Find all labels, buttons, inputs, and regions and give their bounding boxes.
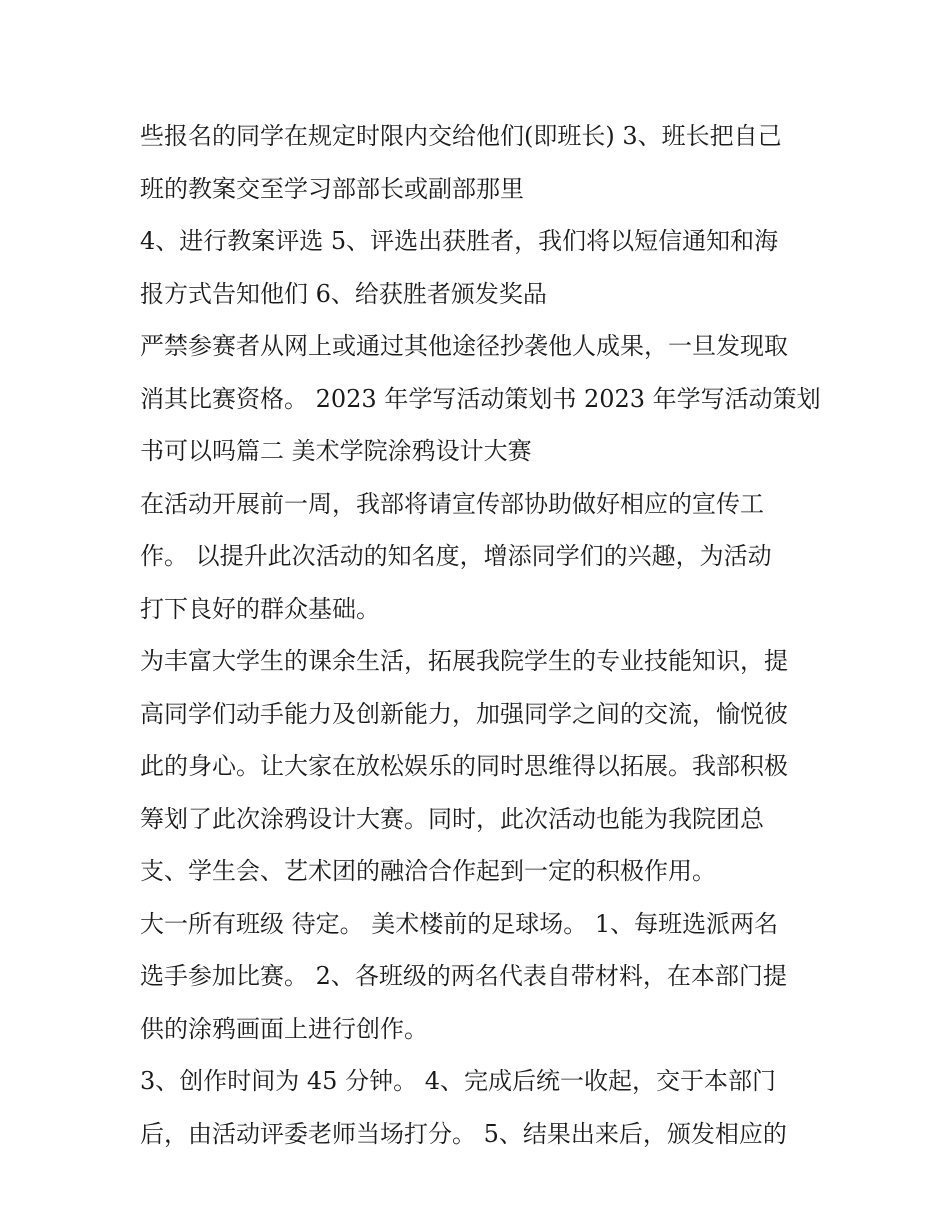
text-line: 高同学们动手能力及创新能力，加强同学之间的交流，愉悦彼 [140,699,788,728]
text-line: 班的教案交至学习部部长或副部那里 [140,174,524,203]
text-line: 打下良好的群众基础。 [140,594,380,623]
text-line: 作。 以提升此次活动的知名度，增添同学们的兴趣，为活动 [140,542,772,570]
text-line: 严禁参赛者从网上或通过其他途径抄袭他人成果，一旦发现取 [140,332,788,360]
document-body [140,110,820,1160]
text-line: 在活动开展前一周，我部将请宣传部协助做好相应的宣传工 [140,489,764,518]
text-line: 此的身心。让大家在放松娱乐的同时思维得以拓展。我部积极 [140,752,788,780]
text-line: 后，由活动评委老师当场打分。 5、结果出来后，颁发相应的 [140,1119,787,1148]
text-line: 报方式告知他们 6、给获胜者颁发奖品 [140,279,547,308]
text-line: 消其比赛资格。 2023 年学写活动策划书 2023 年学写活动策划 [140,384,821,413]
text-line: 为丰富大学生的课余生活，拓展我院学生的专业技能知识，提 [140,647,788,675]
text-line: 大一所有班级 待定。 美术楼前的足球场。 1、每班选派两名 [140,909,779,938]
text-line: 选手参加比赛。 2、各班级的两名代表自带材料，在本部门提 [140,962,787,990]
text-line: 3、创作时间为 45 分钟。 4、完成后统一收起，交于本部门 [140,1067,776,1095]
text-line: 些报名的同学在规定时限内交给他们(即班长) 3、班长把自己 [140,122,782,150]
text-line: 书可以吗篇二 美术学院涂鸦设计大赛 [140,437,532,465]
text-line: 筹划了此次涂鸦设计大赛。同时，此次活动也能为我院团总 [140,804,764,833]
text-line: 供的涂鸦画面上进行创作。 [140,1014,428,1043]
text-line: 4、进行教案评选 5、评选出获胜者，我们将以短信通知和海 [140,227,779,255]
text-line: 支、学生会、艺术团的融洽合作起到一定的积极作用。 [140,857,716,885]
